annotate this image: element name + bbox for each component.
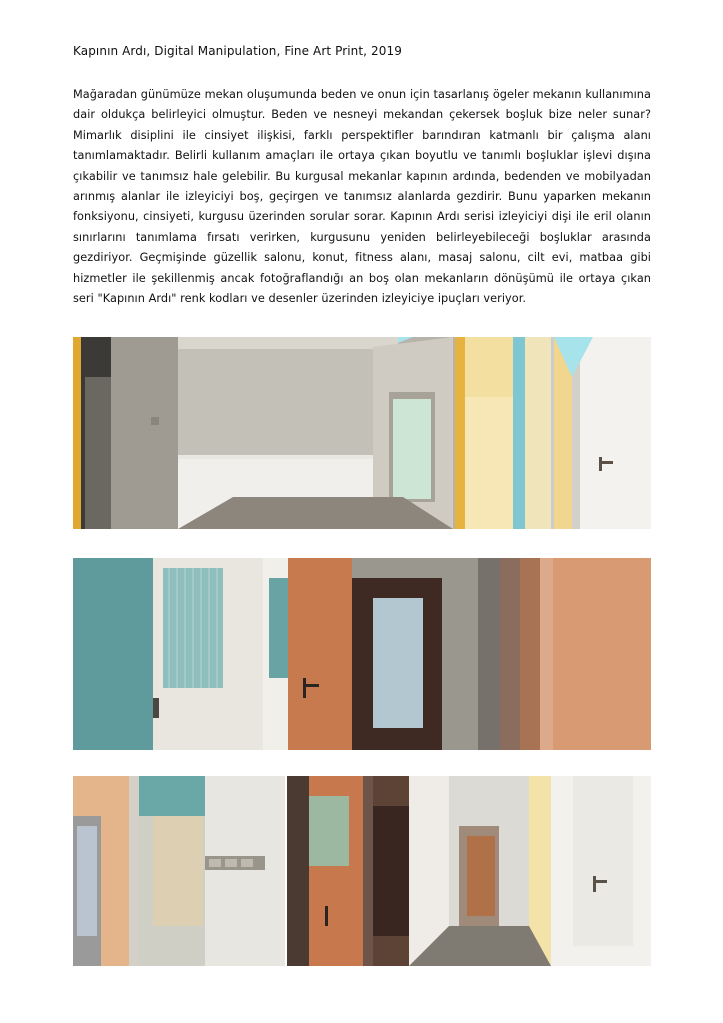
artwork-strip-1	[73, 337, 651, 529]
body-paragraph: Mağaradan günümüze mekan oluşumunda beden ve onun için tasarlanış ögeler mekanın kullanımına dair oldukça belirleyici olmuştur. Beden ve nesneyi mekandan çekersek boşluk bize neler sunar? Mimarlık disiplini ile cinsiyet ilişkisi, farklı perspektifler barındıran katmanlı bir çalışma alanı tanımlamaktadır. Belirli kullanım amaçları ile ortaya çıkan boyutlu ve tanımlı boşluklar işlevi dışına çıkabilir ve tanımsız hale gelebilir. Bu kurgusal mekanlar kapının ardında, bedenden ve mobilyadan arınmış alanlar ile izleyiciyi boş, geçirgen ve tanımsız alanlarda gezdirir. Bunu yaparken mekanın fonksiyonu, cinsiyeti, kurgusu üzerinden sorular sorar. Kapının Ardı serisi izleyiciyi dişi ile eril olanın sınırlarını tanımlama fırsatı verirken, kurgusunu yeniden belirleyebileceği boşluklar arasında gezdiriyor. Geçmişinde güzellik salonu, konut, fitness alanı, masaj salonu, cilt evi, matbaa gibi hizmetler ile şekillenmiş ancak fotoğraflandığı an boş olan mekanların dönüşümü ile ortaya çıkan seri "Kapının Ardı" renk kodları ve desenler üzerinden izleyiciye ipuçları veriyor.	[73, 88, 651, 306]
strip-3-image	[73, 776, 651, 966]
strip-1-image	[73, 337, 651, 529]
artwork-strip-2	[73, 558, 651, 750]
artwork-strip-3	[73, 776, 651, 966]
strip-2-image	[73, 558, 651, 750]
page-title: Kapının Ardı, Digital Manipulation, Fine Art Print, 2019	[73, 44, 402, 58]
